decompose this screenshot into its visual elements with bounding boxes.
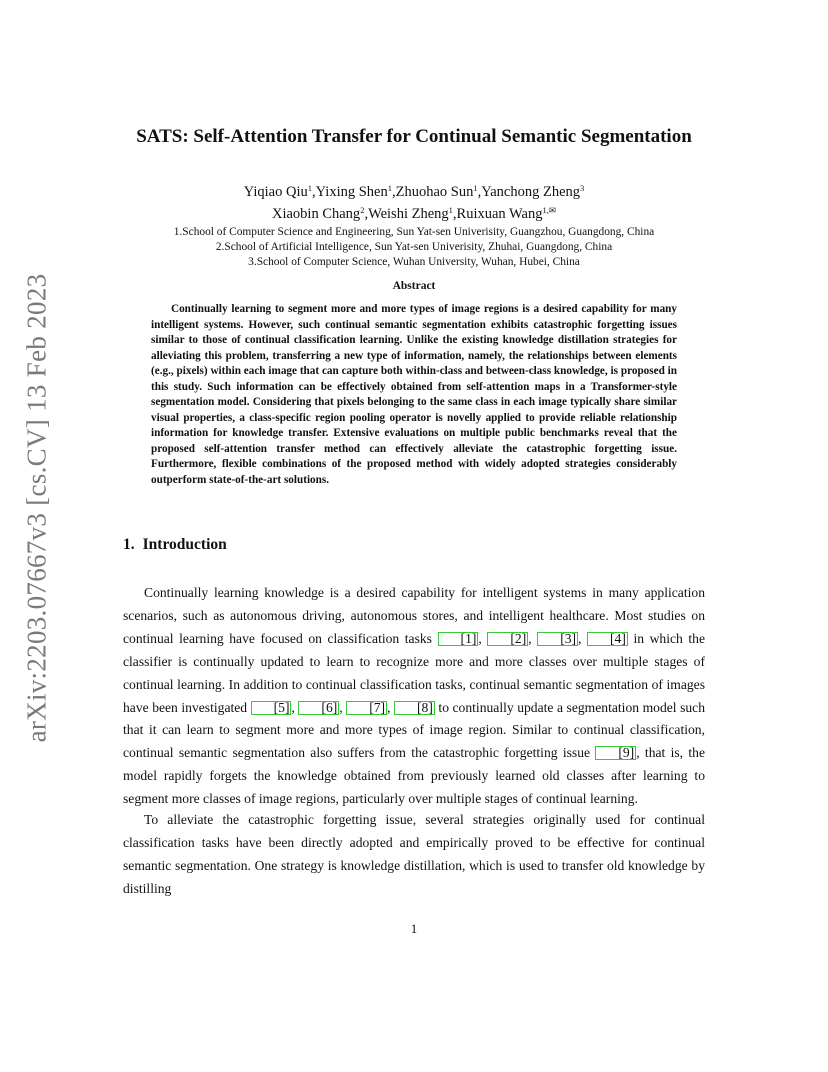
- abstract-heading: Abstract: [392, 280, 436, 292]
- paper-title: SATS: Self-Attention Transfer for Continual Semantic Segmentation: [136, 126, 692, 147]
- citation-link[interactable]: [2]: [487, 632, 528, 646]
- author: Yixing Shen: [315, 184, 388, 200]
- body-paragraph: Continually learning knowledge is a desired capability for intelligent systems in many application scenarios, such as autonomous driving, autonomous stores, and intelligent healthcare. Most studies on continual learning have focused on classification tasks [1] , [2] , [3] , [4] in which the classifier is continually updated to learn to recognize more and more classes over multiple stages of continual learning. In addition to continual classification tasks, continual semantic segmentation of images have been investigated [5] , [6] , [7] , [8] to continually update a segmentation model such that it can learn to segment more and more types of image region. Similar to continual classification, continual semantic segmentation also suffers from the catastrophic forgetting issue [9] , that is, the model rapidly forgets the knowledge obtained from previously learned old classes after learning to segment more classes of image regions, particularly over multiple stages of continual learning.: [123, 585, 706, 807]
- section-number: 1.: [123, 536, 135, 553]
- citation-link[interactable]: [7]: [346, 701, 387, 715]
- author: Yanchong Zheng: [481, 184, 581, 200]
- section-heading: [123, 536, 227, 554]
- citation-link[interactable]: [6]: [298, 701, 339, 715]
- body-paragraph: To alleviate the catastrophic forgetting issue, several strategies originally used for continual classification tasks have been directly adopted and empirically proved to be effective for continual semantic segmentation. One strategy is knowledge distillation, which is used to transfer old knowledge by distilling: [123, 812, 705, 896]
- author: Xiaobin Chang: [271, 206, 361, 222]
- arxiv-identifier: arXiv:2203.07667v3 [cs.CV] 13 Feb 2023: [21, 273, 52, 743]
- author: Yiqiao Qiu: [243, 184, 308, 200]
- abstract-text: Continually learning to segment more and more types of image regions is a desired capability for many intelligent systems. However, such continual semantic segmentation exhibits catastrophic forgetting issues similar to those of continual classification learning. Unlike the existing knowledge distillation strategies for alleviating this problem, transferring a new type of information, namely, the relationships between elements (e.g., pixels) within each image that can capture both within-class and between-class knowledge, is proposed in this study. Such information can be effectively obtained from self-attention maps in a Transformer-style segmentation model. Considering that pixels belonging to the same class in each image typically share similar visual properties, a class-specific region pooling operator is novelly applied to provide reliable relationship information for knowledge transfer. Extensive evaluations on multiple public benchmarks reveal that the proposed self-attention transfer method can effectively alleviate the catastrophic forgetting issue. Furthermore, flexible combinations of the proposed method with widely adopted strategies considerably outperform state-of-the-art solutions.: [151, 303, 677, 486]
- affiliation: 2.School of Artificial Intelligence, Sun Yat-sen Univerisity, Zhuhai, Guangdong, China: [215, 241, 613, 253]
- citation-link[interactable]: [8]: [394, 701, 435, 715]
- author-line-1: Yiqiao Qiu$^1$,Yixing Shen$^1$,Zhuohao Sun$^1$,Yanchong Zheng$^3$: [243, 183, 585, 200]
- citation-link[interactable]: [1]: [438, 632, 479, 646]
- page-number: 1: [410, 921, 418, 936]
- author-line-2: Xiaobin Chang$^2$,Weishi Zheng$^1$,Ruixuan Wang$^{1,✉}$: [271, 205, 556, 222]
- citation-link[interactable]: [4]: [587, 632, 628, 646]
- author: Zhuohao Sun: [395, 184, 474, 200]
- citation-link[interactable]: [9]: [595, 746, 636, 760]
- citation-link[interactable]: [5]: [251, 701, 292, 715]
- affiliation: 1.School of Computer Science and Engineering, Sun Yat-sen Univerisity, Guangzhou, Guangdong, China: [173, 226, 655, 238]
- section-title: Introduction: [142, 536, 227, 553]
- citation-link[interactable]: [3]: [537, 632, 578, 646]
- author: Weishi Zheng: [368, 206, 449, 222]
- affiliation: 3.School of Computer Science, Wuhan University, Wuhan, Hubei, China: [248, 256, 580, 268]
- author: Ruixuan Wang: [456, 206, 543, 222]
